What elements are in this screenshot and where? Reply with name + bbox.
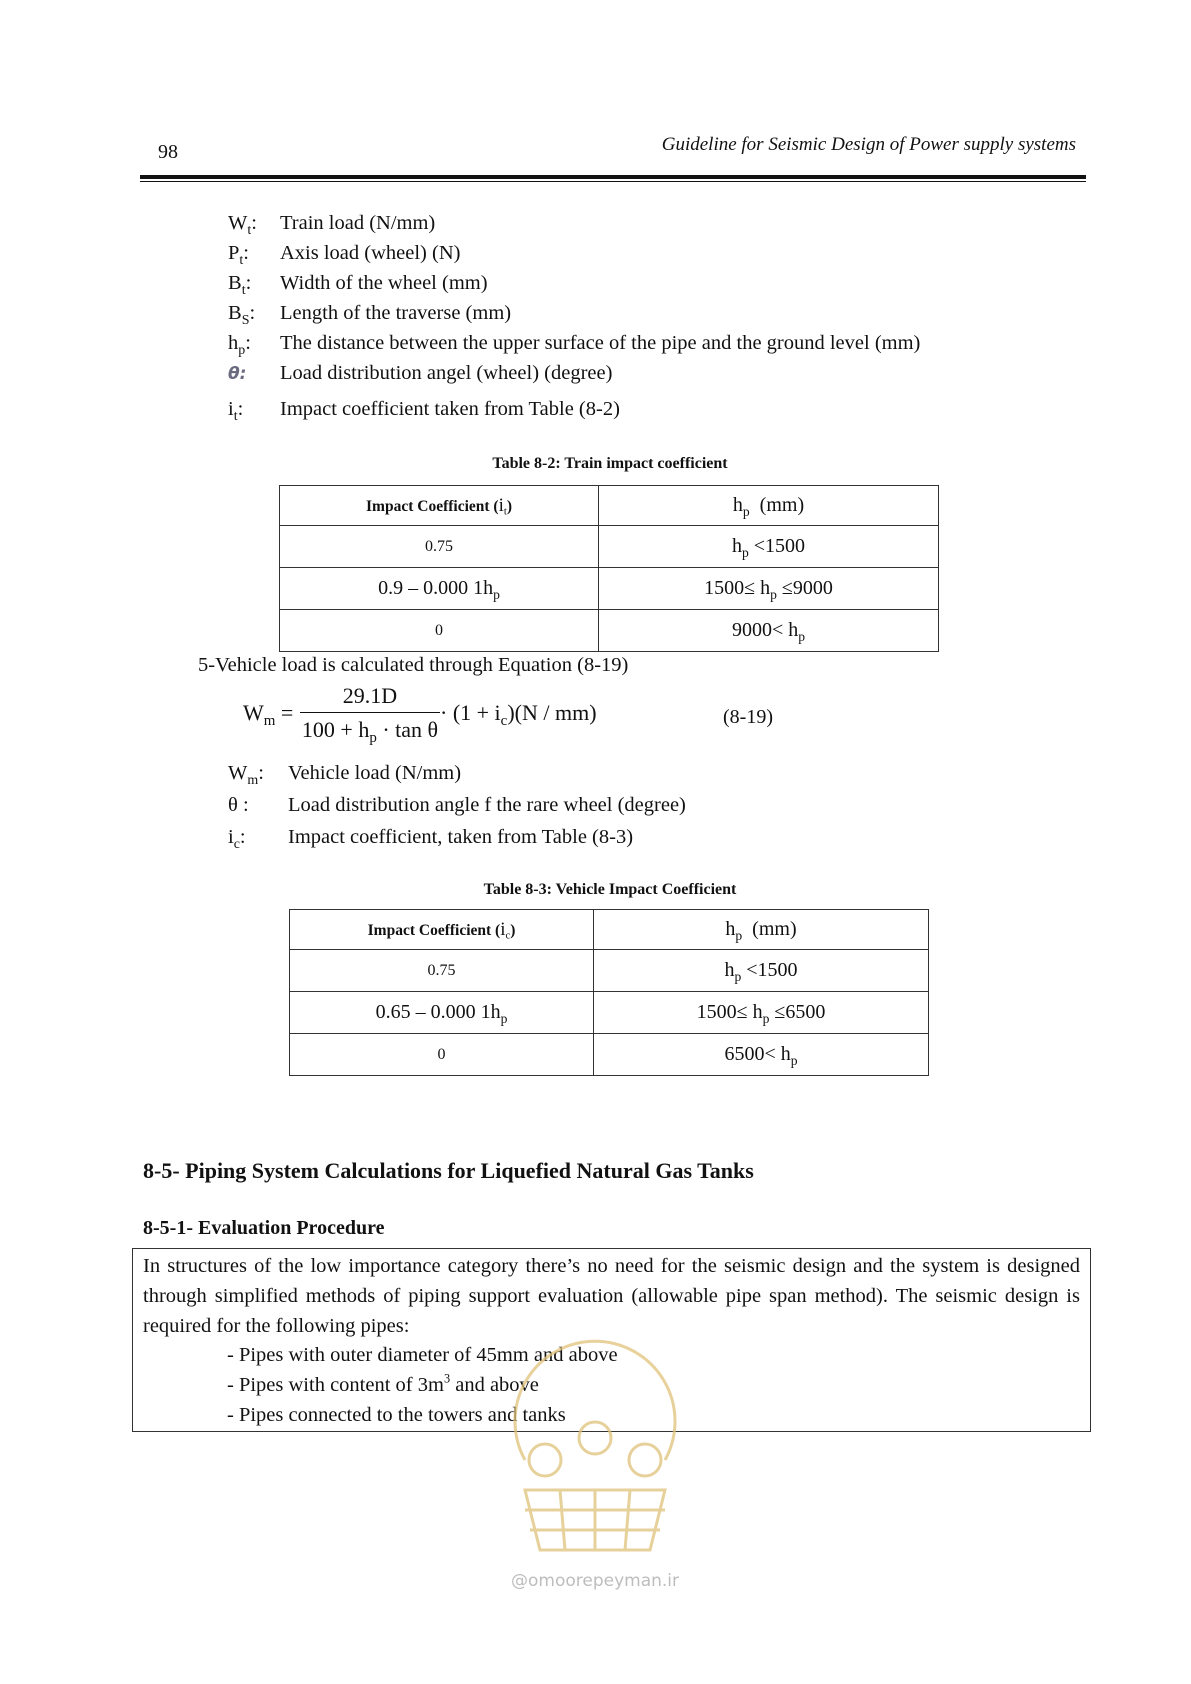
table-8-3-range-1: $h_p <1500$ [594,950,929,992]
def-rear-wheel-angle: θ : Load distribution angle f the rare wheel (degree) [228,794,686,816]
table-8-3-header-row [290,910,929,950]
table-8-3-head-coefficient: Impact Coefficient $(i_c)$ [290,910,594,950]
def-traverse-length: $B_S$: Length of the traverse (mm) [228,302,512,328]
def-vehicle-load: $W_m$: Vehicle load (N/mm) [228,762,462,788]
table-8-2-range-1: $h_p <1500$ [599,526,939,568]
table-row [280,610,939,652]
equation-number: (8-19) [723,706,773,728]
table-8-2-coef-1: 0.75 [280,526,599,568]
table-8-2-range-2: $1500\le h_p \le 9000$ [599,568,939,610]
table-8-3-head-depth: $h_p$ (mm) [594,910,929,950]
section-heading: 8-5- Piping System Calculations for Liquefied Natural Gas Tanks [143,1158,754,1183]
table-8-2-head-depth: $h_p$ (mm) [599,486,939,526]
table-row [280,568,939,610]
watermark-text: @omoorepeyman.ir [510,1571,680,1591]
equation-tail: · $(1 + i_c)(N / mm)$ [440,700,597,730]
table-8-3-coef-1: 0.75 [290,950,594,992]
table-row [290,992,929,1034]
watermark-seal [485,1330,705,1600]
table-8-2-header-row [280,486,939,526]
def-wheel-width: $B_t$: Width of the wheel (mm) [228,272,488,298]
def-vehicle-impact: $i_c$: Impact coefficient, taken from Table (8-3) [228,826,634,852]
watermark-gear-icon [629,1444,661,1476]
def-train-impact: $i_t$: Impact coefficient taken from Table (8-2) [228,398,620,424]
equation-denominator: $100 + h_p \cdot \tan \theta$ [301,717,439,747]
table-8-3-coef-3: 0 [290,1034,594,1076]
table-8-3-coef-2: 0.65 – 0.000 $1h_p$ [290,992,594,1034]
table-8-2-coef-2: 0.9 – 0.000 $1h_p$ [280,568,599,610]
bullet-outer-diameter: - Pipes with outer diameter of 45mm and above [227,1344,618,1366]
def-train-load: $W_t$: Train load (N/mm) [228,212,436,238]
table-8-2-range-3: $9000< h_p$ [599,610,939,652]
header-rule [140,175,1086,179]
watermark-scale-icon [529,1444,561,1476]
table-8-3-range-2: $1500\le h_p \le 6500$ [594,992,929,1034]
procedure-paragraph: In structures of the low importance category there’s no need for the seismic design and the system is designed through simplified methods of piping support evaluation (allowable pipe span method). The seismic design is required for the following pipes: [143,1255,1080,1337]
table-row [290,1034,929,1076]
table-8-2-caption: Table 8-2: Train impact coefficient [492,455,728,472]
running-header: Guideline for Seismic Design of Power supply systems [661,134,1076,155]
equation-lhs: $W_m$ = [243,700,294,730]
def-axis-load: $P_t$: Axis load (wheel) (N) [228,242,461,268]
bullet-towers-tanks: - Pipes connected to the towers and tanks [227,1404,566,1426]
page-number: 98 [158,141,178,163]
table-8-3-caption: Table 8-3: Vehicle Impact Coefficient [483,881,737,898]
table-8-3 [289,909,929,1076]
watermark-arc [515,1341,675,1460]
equation-fraction [300,683,440,747]
table-8-2-coef-3: 0 [280,610,599,652]
table-row [290,950,929,992]
table-8-2-head-coefficient: Impact Coefficient $(i_t)$ [280,486,599,526]
vehicle-load-intro: 5-Vehicle load is calculated through Equation (8-19) [198,654,629,676]
header-rule-thin [140,181,1086,182]
subsection-heading: 8-5-1- Evaluation Procedure [143,1217,385,1239]
watermark-person-icon [579,1422,611,1454]
def-wheel-angle: θ: Load distribution angel (wheel) (degree) [228,362,613,384]
def-depth: $h_p$: The distance between the upper surface of the pipe and the ground level (mm) [228,332,921,358]
table-8-3-range-3: $6500< h_p$ [594,1034,929,1076]
table-row [280,526,939,568]
bullet-content-volume: - Pipes with content of $3m^3$ and above [227,1371,539,1396]
table-8-2 [279,485,939,652]
equation-numerator: 29.1D [300,683,440,713]
